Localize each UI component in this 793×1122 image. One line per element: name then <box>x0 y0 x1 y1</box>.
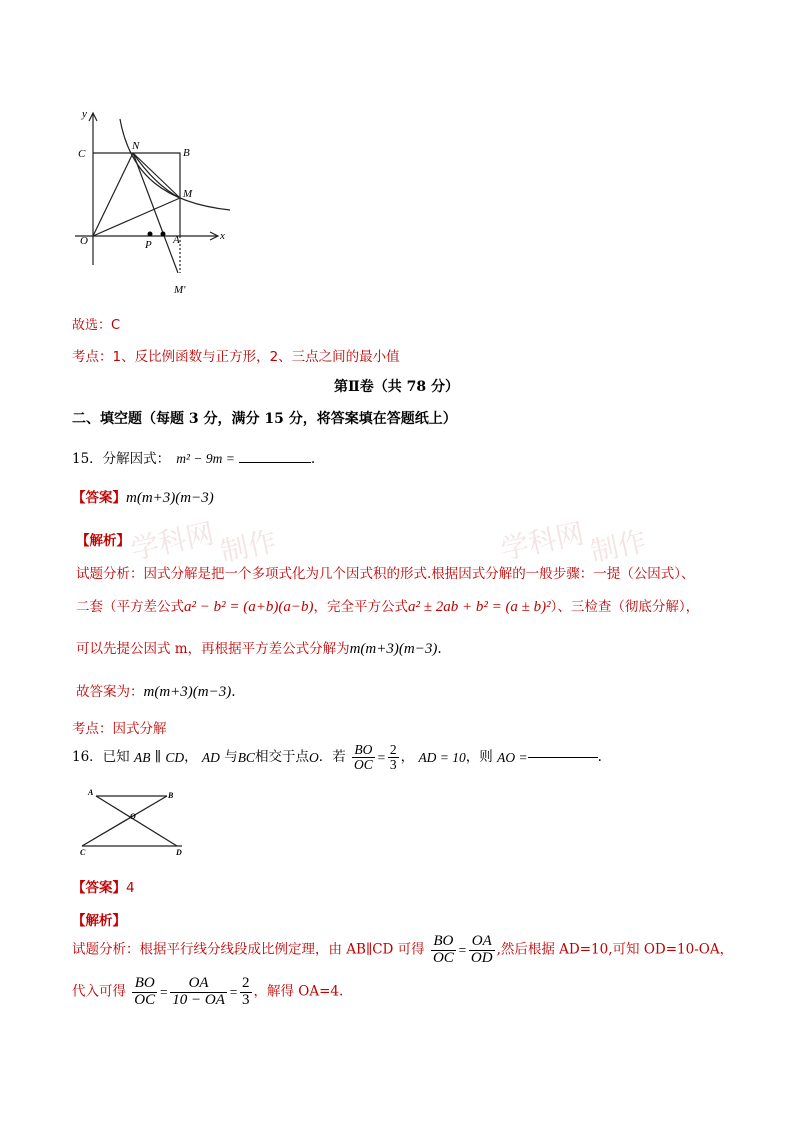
q16-question <box>72 743 602 772</box>
label-a: A <box>173 234 180 246</box>
section-title: 第Ⅱ卷（共 78 分） <box>333 379 460 395</box>
fig2-label-c: C <box>80 848 86 856</box>
q16-text-7: ，则 <box>465 748 493 765</box>
q15-answer-line <box>72 486 214 507</box>
q16-fraction-bo-oc <box>352 743 375 772</box>
label-c: C <box>78 148 86 160</box>
label-mprime: M' <box>174 284 186 296</box>
q16-cd: CD <box>165 749 185 765</box>
q16-l1-frac-oa-od <box>469 934 495 967</box>
q16-ad-value: AD = 10 <box>418 749 466 765</box>
q15-analysis-line2 <box>76 595 699 616</box>
q16-l2-frac3-den: 3 <box>242 991 250 1008</box>
q15-formula-perfect-square: a² ± 2ab + b² = (a ± b)² <box>407 599 551 615</box>
label-p: P <box>145 239 152 251</box>
figure-hyperbola-square <box>70 105 240 300</box>
label-o: O <box>80 235 88 247</box>
fig2-label-o: O <box>130 812 136 821</box>
fig2-label-b: B <box>168 791 174 800</box>
q15-line3-text: 可以先提公因式 m，再根据平方差公式分解为 <box>76 641 350 657</box>
q16-text-4: 相交于点 <box>254 748 309 765</box>
q16-l2-frac-bo-oc <box>132 976 157 1009</box>
q16-text-5: ．若 <box>318 748 346 765</box>
q15-answer: m(m+3)(m−3) <box>126 490 214 506</box>
q16-l1-frac2-num: OA <box>469 934 495 951</box>
q16-o: O <box>308 749 319 765</box>
label-b: B <box>183 147 190 159</box>
q16-ao: AO = <box>497 749 528 765</box>
q16-analysis-line2: 代入可得 $\frac{BO}{OC}$ = $\frac{OA}{10 - OA}$ = $\frac{2}{3}$ ，解得 OA=4. <box>72 975 344 1008</box>
q16-l2-frac1-den: OC <box>134 991 156 1008</box>
q16-l1-frac1-den: OC <box>432 949 454 966</box>
watermark-1: 学科网 <box>127 516 217 567</box>
q16-blank <box>528 757 598 758</box>
section-heading: 二、填空题（每题 3 分，满分 15 分，将答案填在答题纸上） <box>72 411 457 427</box>
fig2-label-d: D <box>176 848 182 856</box>
watermark-2: 制作 <box>217 524 280 569</box>
q15-answer-tag: 【答案】 <box>72 490 126 506</box>
q16-analysis-line1: 试题分析：根据平行线分线段成比例定理，由 AB∥CD 可得 $\frac{BO}{OC}$ = $\frac{OA}{OD}$ ,然后根据 AD=10,可知 OD=10-OA， <box>72 933 734 966</box>
q16-l2-text: 代入可得 <box>72 983 126 1000</box>
q15-analysis-tag: 【解析】 <box>76 533 130 549</box>
q15-line2-text-b: ，完全平方公式 <box>313 599 408 615</box>
q15-line2-text-c: ）、三检查（彻底分解）， <box>550 599 700 615</box>
q16-frac2-num: 2 <box>389 742 397 757</box>
q16-equals: = <box>376 749 386 765</box>
q16-ab: AB <box>133 749 151 765</box>
fig2-label-a: A <box>88 788 94 797</box>
q16-frac-num: BO <box>352 743 375 758</box>
q15-line3-period: . <box>437 641 442 657</box>
point-q <box>161 232 166 237</box>
q15-question: 15．分解因式： m² − 9m = . <box>72 451 316 467</box>
label-y: y <box>82 108 87 120</box>
q16-parallel: ∥ <box>154 748 162 765</box>
square <box>93 153 180 236</box>
q16-l2-frac1-num: BO <box>132 976 157 993</box>
q15-line4-formula: m(m+3)(m−3) <box>143 684 232 700</box>
q16-l2-frac-2-3 <box>240 976 252 1009</box>
q16-text-1: 16．已知 <box>72 748 130 765</box>
figure-hourglass <box>74 786 194 856</box>
q16-text-3: 与 <box>224 748 238 765</box>
q14-answer: 故选：C <box>72 318 121 333</box>
q15-prefix: 15．分解因式： <box>72 451 171 467</box>
q15-blank <box>239 462 311 463</box>
q15-line3-formula: m(m+3)(m−3) <box>349 641 438 657</box>
q16-l2-text-b: ，解得 OA=4. <box>253 983 344 1000</box>
q16-l2-frac-oa <box>170 976 227 1009</box>
watermark-3: 学科网 <box>497 516 587 567</box>
q15-kaodian: 考点：因式分解 <box>72 721 167 737</box>
q15-analysis-line3 <box>76 637 442 658</box>
hyperbola-curve <box>120 119 230 210</box>
q16-l1-frac2-den: OD <box>470 949 493 966</box>
q16-fraction-2-3 <box>388 743 399 772</box>
q15-formula-diff-squares: a² − b² = (a+b)(a−b) <box>184 599 314 615</box>
label-x: x <box>220 230 225 242</box>
q16-l1-frac1-num: BO <box>431 934 456 951</box>
watermark-4: 制作 <box>587 524 650 569</box>
q16-l1-frac-bo-oc <box>431 934 456 967</box>
q16-l2-frac3-num: 2 <box>242 975 250 991</box>
q16-analysis-tag: 【解析】 <box>72 913 126 929</box>
q15-line4-period: . <box>231 684 236 700</box>
q16-l2-frac2-den: 10 − OA <box>172 991 225 1008</box>
q16-answer-line <box>72 876 135 896</box>
q16-text-6: ， <box>400 748 415 765</box>
q15-expression: m² − 9m = <box>176 451 235 466</box>
q14-kaodian: 考点：1、反比例函数与正方形，2、三点之间的最小值 <box>72 349 400 365</box>
q16-text-2: ， <box>184 748 198 765</box>
q16-bc: BC <box>237 749 255 765</box>
q16-l1-text: 试题分析：根据平行线分线段成比例定理，由 AB∥CD 可得 <box>72 941 425 958</box>
label-n: N <box>132 140 140 152</box>
q16-period: . <box>597 748 602 765</box>
q16-ad: AD <box>201 749 220 765</box>
q16-l1-text-b: ,然后根据 AD=10,可知 OD=10-OA， <box>496 941 734 958</box>
q15-line4-text: 故答案为： <box>76 684 144 700</box>
q15-analysis-line4 <box>76 680 236 701</box>
q16-frac2-den: 3 <box>389 757 397 773</box>
point-p <box>148 232 153 237</box>
q16-answer: 4 <box>126 880 135 896</box>
label-m: M <box>183 188 193 200</box>
q16-l2-frac2-num: OA <box>170 976 227 993</box>
q15-analysis-line1: 试题分析：因式分解是把一个多项式化为几个因式积的形式.根据因式分解的一般步骤：一提（公因式）、 <box>76 566 695 582</box>
q15-line2-text-a: 二套（平方差公式 <box>76 599 184 615</box>
q16-frac-den: OC <box>354 757 373 773</box>
q16-answer-tag: 【答案】 <box>72 880 126 896</box>
